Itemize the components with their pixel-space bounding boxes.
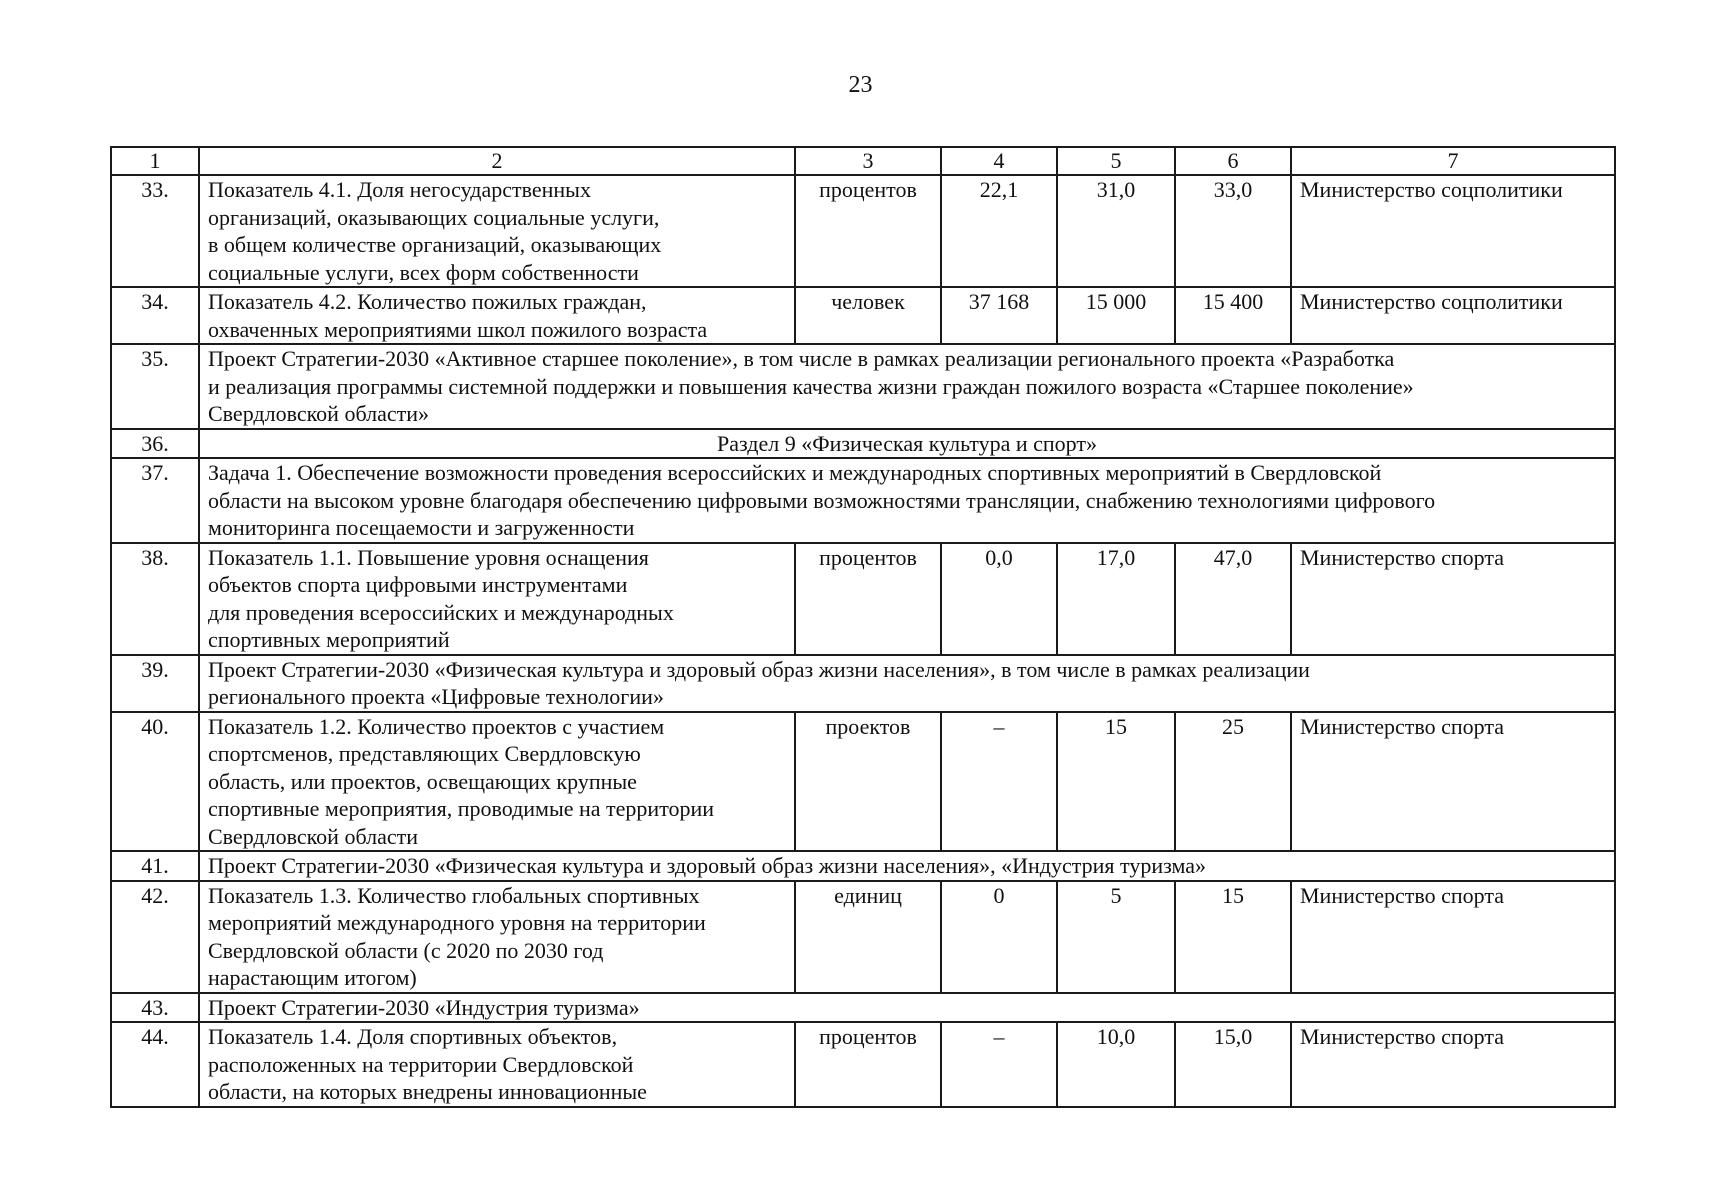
text-line: области на высоком уровне благодаря обеспечению цифровыми возможностями трансляции, снабжению технологиями цифрового (208, 487, 1436, 513)
text-line: спортивные мероприятия, проводимые на территории (208, 796, 715, 821)
unit-cell: человек (795, 287, 941, 344)
page-number: 23 (848, 72, 873, 98)
table-row (111, 344, 1615, 429)
row-number: 41. (111, 851, 199, 881)
row-number: 43. (111, 993, 199, 1023)
indicator-name (199, 287, 795, 344)
row-number: 42. (111, 881, 199, 993)
header-cell: 6 (1175, 147, 1291, 175)
project-text (199, 993, 1615, 1023)
row-number: 33. (111, 175, 199, 287)
value-col4: – (941, 1022, 1057, 1107)
table-row (111, 1022, 1615, 1107)
text-line: и реализация программы системной поддержки и повышения качества жизни граждан пожилого возраста «Старшее поколение» (208, 373, 1414, 399)
text-line: Проект Стратегии-2030 «Физическая культура и здоровый образ жизни населения», «Индустрия туризма» (208, 853, 1207, 878)
table-row (111, 458, 1615, 543)
text-line: регионального проекта «Цифровые технологии» (208, 684, 664, 709)
text-line: Свердловской области» (208, 401, 429, 426)
value-col4: 22,1 (941, 175, 1057, 287)
text-line: мероприятий международного уровня на территории (208, 910, 706, 935)
value-col4: 0 (941, 881, 1057, 993)
text-line: для проведения всероссийских и международных (208, 599, 674, 625)
text-line: Задача 1. Обеспечение возможности проведения всероссийских и международных спортивных мероприятий в Свердловской (208, 460, 1382, 485)
text-line: мониторинга посещаемости и загруженности (208, 515, 635, 540)
table-row (111, 429, 1615, 459)
table-row (111, 993, 1615, 1023)
text-line: Проект Стратегии-2030 «Индустрия туризма» (208, 994, 640, 1020)
text-line: Проект Стратегии-2030 «Физическая культура и здоровый образ жизни населения», в том числе в рамках реализации (208, 656, 1310, 682)
text-line: нарастающим итогом) (208, 965, 417, 990)
responsible-cell: Министерство спорта (1291, 1022, 1615, 1107)
responsible-cell: Министерство спорта (1291, 881, 1615, 993)
table-row (111, 655, 1615, 712)
row-number: 39. (111, 655, 199, 712)
row-number: 38. (111, 543, 199, 655)
table-row (111, 543, 1615, 655)
row-number: 34. (111, 287, 199, 344)
text-line: Свердловской области (с 2020 по 2030 год (208, 937, 604, 963)
header-cell: 3 (795, 147, 941, 175)
text-line: Проект Стратегии-2030 «Активное старшее поколение», в том числе в рамках реализации регионального проекта «Разработка (208, 346, 1395, 371)
text-line: Показатель 1.2. Количество проектов с участием (208, 713, 665, 739)
row-number: 35. (111, 344, 199, 429)
text-line: Показатель 4.2. Количество пожилых граждан, (208, 289, 647, 314)
row-number: 37. (111, 458, 199, 543)
text-line: спортивных мероприятий (208, 627, 450, 652)
value-col5: 10,0 (1057, 1022, 1175, 1107)
value-col4: – (941, 712, 1057, 852)
value-col6: 33,0 (1175, 175, 1291, 287)
indicator-name (199, 543, 795, 655)
header-cell: 2 (199, 147, 795, 175)
project-text (199, 655, 1615, 712)
responsible-cell: Министерство соцполитики (1291, 175, 1615, 287)
unit-cell: процентов (795, 175, 941, 287)
indicator-name (199, 881, 795, 993)
responsible-cell: Министерство соцполитики (1291, 287, 1615, 344)
row-number: 44. (111, 1022, 199, 1107)
value-col5: 5 (1057, 881, 1175, 993)
project-text (199, 344, 1615, 429)
row-number: 36. (111, 429, 199, 459)
responsible-cell: Министерство спорта (1291, 543, 1615, 655)
indicator-name (199, 712, 795, 852)
value-col6: 15,0 (1175, 1022, 1291, 1107)
text-line: объектов спорта цифровыми инструментами (208, 572, 628, 597)
section-title: Раздел 9 «Физическая культура и спорт» (199, 429, 1615, 459)
table-row (111, 287, 1615, 344)
text-line: Показатель 1.4. Доля спортивных объектов, (208, 1024, 618, 1049)
text-line: охваченных мероприятиями школ пожилого возраста (208, 316, 708, 342)
text-line: область, или проектов, освещающих крупные (208, 768, 637, 794)
value-col5: 31,0 (1057, 175, 1175, 287)
unit-cell: процентов (795, 543, 941, 655)
table-row (111, 712, 1615, 852)
indicator-name (199, 175, 795, 287)
unit-cell: проектов (795, 712, 941, 852)
text-line: Свердловской области (208, 823, 418, 849)
value-col6: 25 (1175, 712, 1291, 852)
value-col6: 15 (1175, 881, 1291, 993)
value-col5: 15 (1057, 712, 1175, 852)
header-cell: 5 (1057, 147, 1175, 175)
project-text (199, 851, 1615, 881)
text-line: Показатель 4.1. Доля негосударственных (208, 177, 591, 202)
text-line: социальные услуги, всех форм собственности (208, 259, 639, 285)
value-col5: 15 000 (1057, 287, 1175, 344)
task-text (199, 458, 1615, 543)
text-line: области, на которых внедрены инновационные (208, 1079, 647, 1104)
indicators-table (110, 146, 1616, 1108)
table-row (111, 175, 1615, 287)
value-col5: 17,0 (1057, 543, 1175, 655)
value-col6: 15 400 (1175, 287, 1291, 344)
table-row (111, 851, 1615, 881)
header-cell: 7 (1291, 147, 1615, 175)
indicator-name (199, 1022, 795, 1107)
value-col4: 0,0 (941, 543, 1057, 655)
unit-cell: единиц (795, 881, 941, 993)
text-line: спортсменов, представляющих Свердловскую (208, 741, 641, 766)
text-line: в общем количестве организаций, оказывающих (208, 232, 662, 257)
table-row (111, 881, 1615, 993)
text-line: Показатель 1.3. Количество глобальных спортивных (208, 882, 700, 908)
text-line: расположенных на территории Свердловской (208, 1051, 634, 1077)
value-col4: 37 168 (941, 287, 1057, 344)
header-cell: 4 (941, 147, 1057, 175)
row-number: 40. (111, 712, 199, 852)
header-cell: 1 (111, 147, 199, 175)
responsible-cell: Министерство спорта (1291, 712, 1615, 852)
text-line: организаций, оказывающих социальные услуги, (208, 204, 660, 230)
value-col6: 47,0 (1175, 543, 1291, 655)
unit-cell: процентов (795, 1022, 941, 1107)
text-line: Показатель 1.1. Повышение уровня оснащения (208, 544, 649, 570)
table-header-row (111, 147, 1615, 175)
